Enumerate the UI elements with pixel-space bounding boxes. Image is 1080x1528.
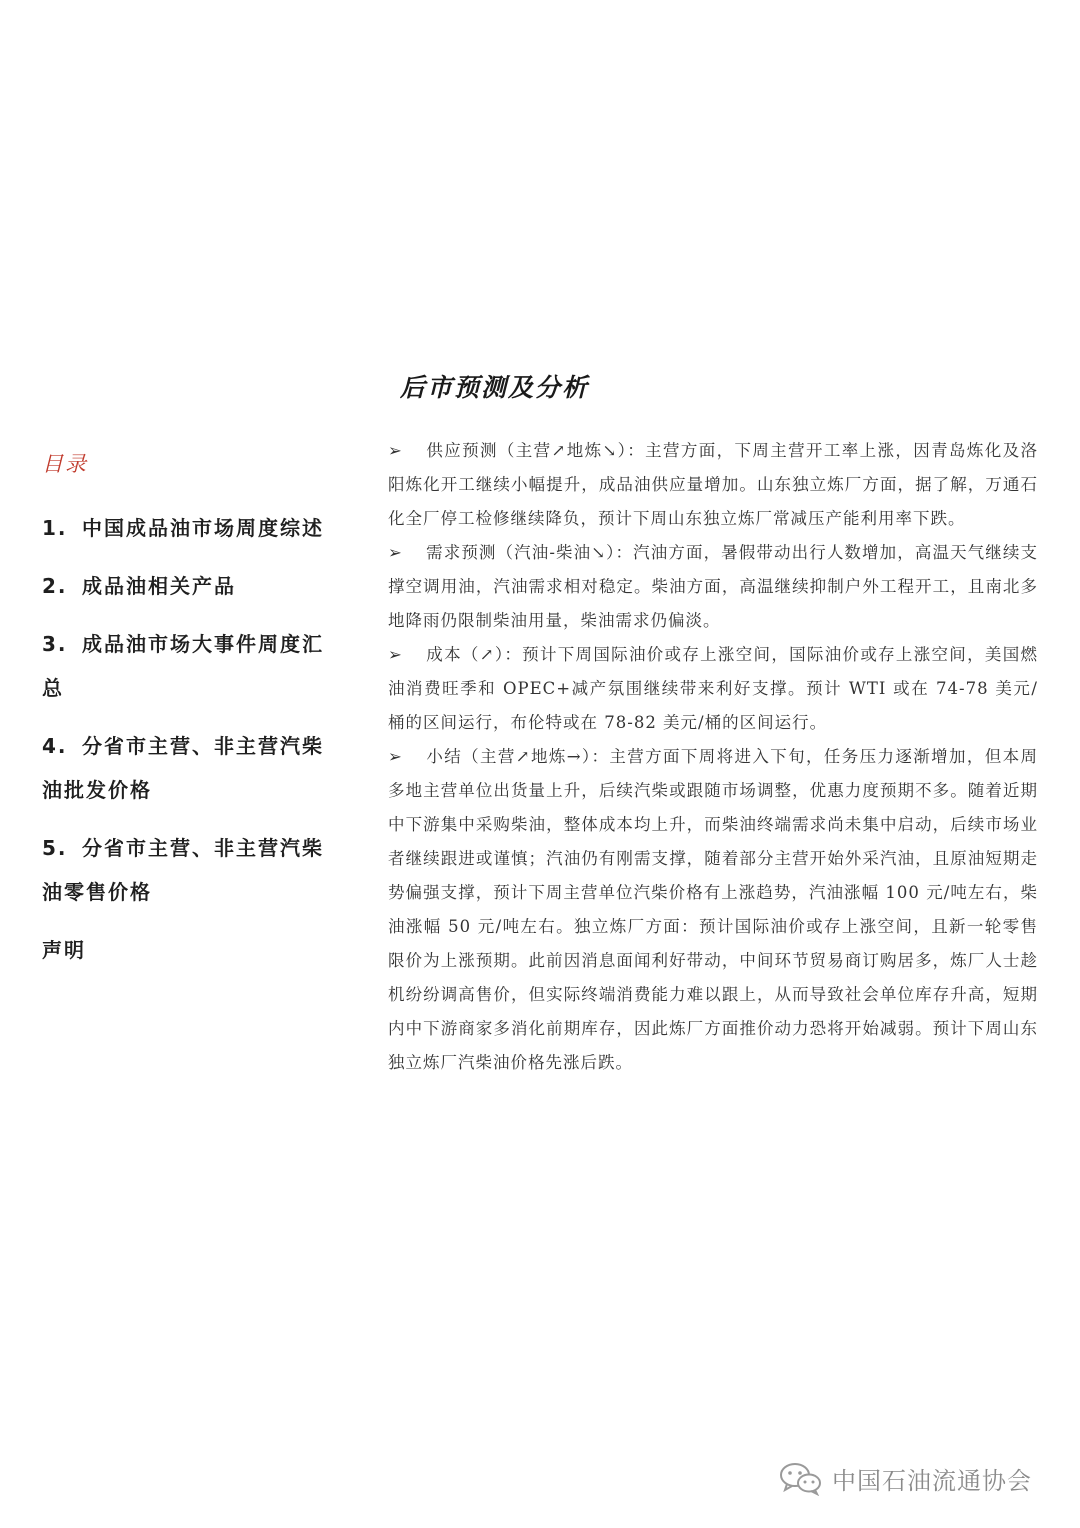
analysis-content xyxy=(388,434,1038,1080)
bullet-arrow-icon: ➢ xyxy=(388,543,403,562)
toc-item-1[interactable] xyxy=(42,506,332,550)
toc-item-label: 声明 xyxy=(42,938,86,962)
paragraph-text: 供应预测（主营↗地炼↘）：主营方面，下周主营开工率上涨，因青岛炼化及洛阳炼化开工继续小幅提升，成品油供应量增加。山东独立炼厂方面，据了解，万通石化全厂停工检修继续降负，预计下周山东独立炼厂常减压产能利用率下跌。 xyxy=(388,441,1038,528)
paragraph-cost xyxy=(388,638,1038,740)
toc-item-3[interactable] xyxy=(42,622,332,710)
bullet-arrow-icon: ➢ xyxy=(388,645,403,664)
toc-title: 目录 xyxy=(42,452,88,476)
watermark xyxy=(778,1458,1068,1498)
table-of-contents xyxy=(42,448,332,986)
paragraph-text: 需求预测（汽油-柴油↘）：汽油方面，暑假带动出行人数增加，高温天气继续支撑空调用油，汽油需求相对稳定。柴油方面，高温继续抑制户外工程开工，且南北多地降雨仍限制柴油用量，柴油需求仍偏淡。 xyxy=(388,543,1038,630)
paragraph-demand-forecast xyxy=(388,536,1038,638)
paragraph-supply-forecast xyxy=(388,434,1038,536)
toc-item-statement[interactable] xyxy=(42,928,332,972)
paragraph-summary xyxy=(388,740,1038,1080)
toc-item-number: 5. xyxy=(42,836,68,860)
toc-item-5[interactable] xyxy=(42,826,332,914)
toc-item-number: 2. xyxy=(42,574,68,598)
toc-item-number: 4. xyxy=(42,734,68,758)
page-title: 后市预测及分析 xyxy=(400,373,590,402)
toc-item-label: 分省市主营、非主营汽柴油批发价格 xyxy=(42,734,324,802)
bullet-arrow-icon: ➢ xyxy=(388,441,403,460)
toc-item-label: 成品油相关产品 xyxy=(82,574,236,598)
toc-item-label: 成品油市场大事件周度汇总 xyxy=(42,632,324,700)
watermark-text: 中国石油流通协会 xyxy=(832,1466,1032,1495)
bullet-arrow-icon: ➢ xyxy=(388,747,403,766)
toc-item-number: 1. xyxy=(42,516,68,540)
wechat-icon xyxy=(778,1460,824,1496)
toc-item-label: 分省市主营、非主营汽柴油零售价格 xyxy=(42,836,324,904)
toc-item-2[interactable] xyxy=(42,564,332,608)
toc-item-4[interactable] xyxy=(42,724,332,812)
toc-item-number: 3. xyxy=(42,632,68,656)
paragraph-text: 小结（主营↗地炼→）：主营方面下周将进入下旬，任务压力逐渐增加，但本周多地主营单位出货量上升，后续汽柴或跟随市场调整，优惠力度预期不多。随着近期中下游集中采购柴油，整体成本均上升，而柴油终端需求尚未集中启动，后续市场业者继续跟进或谨慎；汽油仍有刚需支撑，随着部分主营开始外采汽油，且原油短期走势偏强支撑，预计下周主营单位汽柴价格有上涨趋势，汽油涨幅 100 元/吨左右，柴油涨幅 50 元/吨左右。独立炼厂方面：预计国际油价或存上涨空间，且新一轮零售限价为上涨预期。此前因消息面闻利好带动，中间环节贸易商订购居多，炼厂人士趁机纷纷调高售价，但实际终端消费能力难以跟上，从而导致社会单位库存升高，短期内中下游商家多消化前期库存，因此炼厂方面推价动力恐将开始减弱。预计下周山东独立炼厂汽柴油价格先涨后跌。 xyxy=(388,747,1038,1072)
toc-item-label: 中国成品油市场周度综述 xyxy=(82,516,324,540)
paragraph-text: 成本（↗）：预计下周国际油价或存上涨空间，国际油价或存上涨空间，美国燃油消费旺季和 OPEC+减产氛围继续带来利好支撑。预计 WTI 或在 74-78 美元/桶的区间运行，布伦特或在 78-82 美元/桶的区间运行。 xyxy=(388,645,1038,732)
